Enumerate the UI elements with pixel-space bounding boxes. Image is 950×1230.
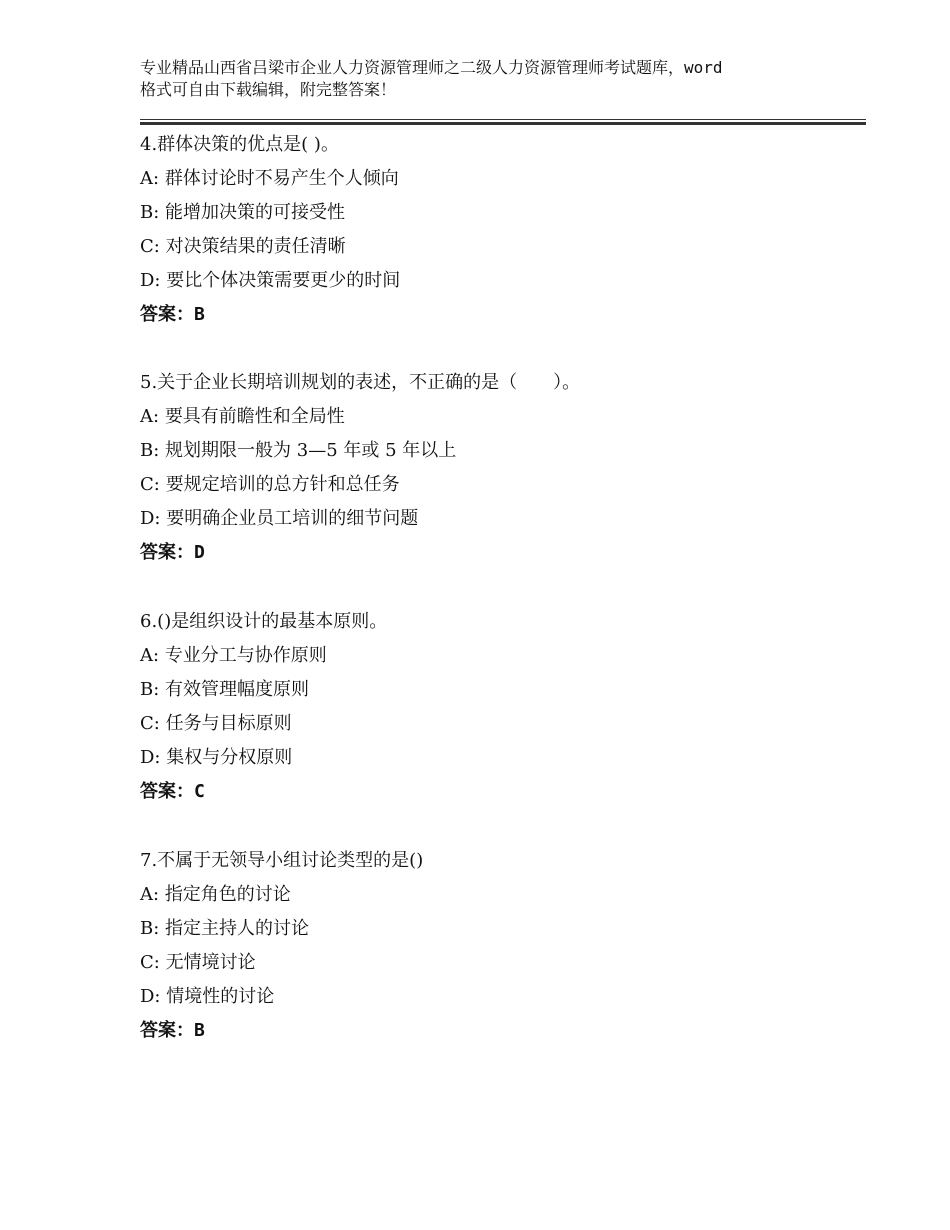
option-key: B: xyxy=(140,440,160,461)
question-stem: 4.群体决策的优点是( )。 xyxy=(140,134,339,155)
answer-label: 答案： xyxy=(140,542,194,563)
option-key: C: xyxy=(140,713,160,734)
header-divider-thick xyxy=(140,122,866,125)
option-text: 对决策结果的责任清晰 xyxy=(165,236,346,257)
option-a xyxy=(140,162,860,196)
option-key: B: xyxy=(140,202,160,223)
header-title-line-1: 专业精品山西省吕梁市企业人力资源管理师之二级人力资源管理师考试题库，word xyxy=(140,58,723,77)
option-c xyxy=(140,468,860,502)
option-b xyxy=(140,673,860,707)
option-text: 任务与目标原则 xyxy=(165,713,292,734)
question-5 xyxy=(140,366,860,570)
option-text: 要明确企业员工培训的细节问题 xyxy=(166,508,419,529)
question-stem: 7.不属于无领导小组讨论类型的是() xyxy=(140,850,424,871)
option-text: 指定角色的讨论 xyxy=(164,884,291,905)
option-key: A: xyxy=(140,406,160,427)
option-text: 要比个体决策需要更少的时间 xyxy=(166,270,401,291)
answer-value: D xyxy=(194,542,205,563)
option-key: D: xyxy=(140,986,161,1007)
answer-line xyxy=(140,298,860,332)
option-d xyxy=(140,502,860,536)
answer-value: B xyxy=(194,1020,205,1041)
option-a xyxy=(140,878,860,912)
option-text: 专业分工与协作原则 xyxy=(164,645,327,666)
answer-value: B xyxy=(194,304,205,325)
option-key: A: xyxy=(140,884,160,905)
answer-label: 答案： xyxy=(140,781,194,802)
option-a xyxy=(140,639,860,673)
option-key: A: xyxy=(140,168,160,189)
option-text: 指定主持人的讨论 xyxy=(165,918,310,939)
option-text: 要具有前瞻性和全局性 xyxy=(164,406,345,427)
document-header xyxy=(140,57,830,101)
answer-label: 答案： xyxy=(140,1020,194,1041)
option-text: 集权与分权原则 xyxy=(166,747,293,768)
answer-line xyxy=(140,775,860,809)
option-key: C: xyxy=(140,952,160,973)
option-text: 规划期限一般为 3—5 年或 5 年以上 xyxy=(165,440,457,461)
option-text: 要规定培训的总方针和总任务 xyxy=(165,474,400,495)
question-7 xyxy=(140,844,860,1048)
option-b xyxy=(140,196,860,230)
option-text: 有效管理幅度原则 xyxy=(165,679,310,700)
option-key: D: xyxy=(140,747,161,768)
option-key: D: xyxy=(140,270,161,291)
question-6 xyxy=(140,605,860,809)
header-title-line-2: 格式可自由下载编辑，附完整答案！ xyxy=(140,80,397,99)
option-key: A: xyxy=(140,645,160,666)
option-b xyxy=(140,434,860,468)
option-key: B: xyxy=(140,918,160,939)
option-a xyxy=(140,400,860,434)
answer-line xyxy=(140,1014,860,1048)
question-4 xyxy=(140,128,860,332)
option-d xyxy=(140,741,860,775)
option-key: D: xyxy=(140,508,161,529)
option-d xyxy=(140,264,860,298)
option-key: C: xyxy=(140,236,160,257)
option-text: 能增加决策的可接受性 xyxy=(165,202,346,223)
option-text: 情境性的讨论 xyxy=(166,986,275,1007)
question-stem: 6.()是组织设计的最基本原则。 xyxy=(140,611,388,632)
question-stem: 5.关于企业长期培训规划的表述，不正确的是（ ）。 xyxy=(140,372,581,393)
option-c xyxy=(140,946,860,980)
option-key: C: xyxy=(140,474,160,495)
option-text: 群体讨论时不易产生个人倾向 xyxy=(164,168,399,189)
option-c xyxy=(140,230,860,264)
answer-line xyxy=(140,536,860,570)
header-divider-thin xyxy=(140,119,866,120)
option-c xyxy=(140,707,860,741)
option-text: 无情境讨论 xyxy=(165,952,256,973)
answer-value: C xyxy=(194,781,205,802)
option-b xyxy=(140,912,860,946)
answer-label: 答案： xyxy=(140,304,194,325)
option-key: B: xyxy=(140,679,160,700)
option-d xyxy=(140,980,860,1014)
